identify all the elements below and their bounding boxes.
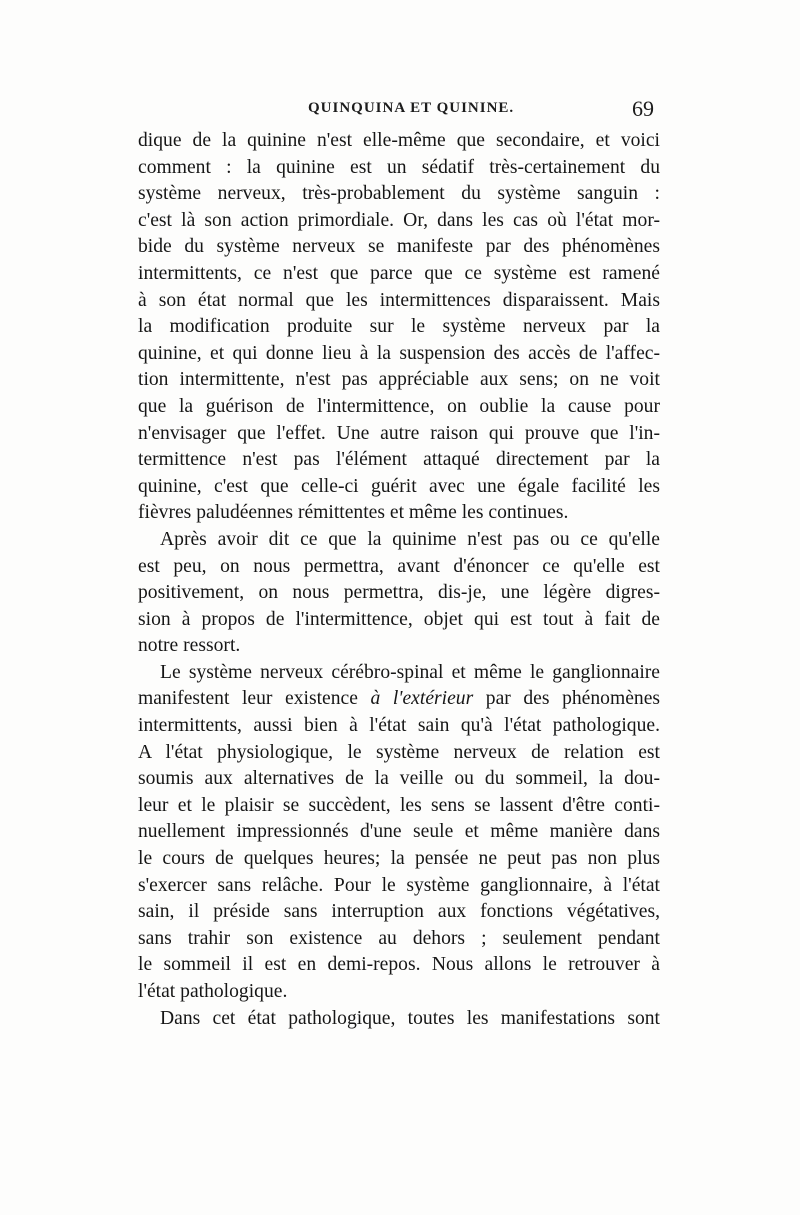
body-text <box>138 128 660 1032</box>
text-line: intermittents, ce n'est que parce que ce système est ramené <box>138 262 660 284</box>
text-line: sans trahir son existence au dehors ; seulement pendant <box>138 927 660 949</box>
text-run: manifestent leur existence <box>138 688 358 710</box>
text-line: termittence n'est pas l'élément attaqué directement par la <box>138 449 660 471</box>
page-number: 69 <box>632 96 654 121</box>
text-line: fièvres paludéennes rémittentes et même les continues. <box>138 502 569 524</box>
text-line: notre ressort. <box>138 635 241 657</box>
text-line: soumis aux alternatives de la veille ou du sommeil, la dou- <box>138 768 660 790</box>
text-line: quinine, c'est que celle-ci guérit avec une égale facilité les <box>138 475 660 497</box>
text-line: quinine, et qui donne lieu à la suspension des accès de l'affec- <box>138 342 660 364</box>
text-line: est peu, on nous permettra, avant d'énoncer ce qu'elle est <box>138 555 660 577</box>
text-line: Après avoir dit ce que la quinime n'est pas ou ce qu'elle <box>160 528 660 550</box>
text-line: leur et le plaisir se succèdent, les sens se lassent d'être conti- <box>138 794 660 816</box>
text-line: que la guérison de l'intermittence, on oublie la cause pour <box>138 395 660 417</box>
text-line: dique de la quinine n'est elle-même que secondaire, et voici <box>138 130 660 151</box>
emphasis-text: à l'extérieur <box>370 688 474 710</box>
text-line: tion intermittente, n'est pas appréciable aux sens; on ne voit <box>138 369 660 391</box>
text-line: système nerveux, très-probablement du système sanguin : <box>138 183 660 205</box>
text-line: Dans cet état pathologique, toutes les manifestations sont <box>160 1007 660 1029</box>
text-line: comment : la quinine est un sédatif très-certainement du <box>138 156 660 178</box>
text-line: A l'état physiologique, le système nerveux de relation est <box>138 741 660 763</box>
text-line: intermittents, aussi bien à l'état sain qu'à l'état pathologique. <box>138 715 660 737</box>
text-line: s'exercer sans relâche. Pour le système ganglionnaire, à l'état <box>138 874 660 896</box>
text-line: sion à propos de l'intermittence, objet qui est tout à fait de <box>138 608 660 630</box>
text-line: Le système nerveux cérébro-spinal et même le ganglionnaire <box>160 661 660 683</box>
text-line: bide du système nerveux se manifeste par des phénomènes <box>138 236 660 258</box>
text-line: nuellement impressionnés d'une seule et même manière dans <box>138 821 660 843</box>
text-line: à son état normal que les intermittences disparaissent. Mais <box>138 289 660 311</box>
text-line: n'envisager que l'effet. Une autre raison qui prouve que l'in- <box>138 422 660 444</box>
text-line: la modification produite sur le système nerveux par la <box>138 316 660 338</box>
text-line: c'est là son action primordiale. Or, dans les cas où l'état mor- <box>138 209 660 231</box>
text-line-with-emphasis <box>138 686 660 713</box>
text-line: le sommeil il est en demi-repos. Nous allons le retrouver à <box>138 954 660 976</box>
text-line: sain, il préside sans interruption aux fonctions végétatives, <box>138 901 660 923</box>
running-head <box>138 96 658 124</box>
text-line: positivement, on nous permettra, dis-je, une légère digres- <box>138 582 660 604</box>
text-run: par des phénomènes <box>485 688 661 710</box>
text-line: l'état pathologique. <box>138 981 288 1002</box>
running-title: QUINQUINA ET QUININE. <box>308 100 515 116</box>
text-line: le cours de quelques heures; la pensée ne peut pas non plus <box>138 848 660 870</box>
